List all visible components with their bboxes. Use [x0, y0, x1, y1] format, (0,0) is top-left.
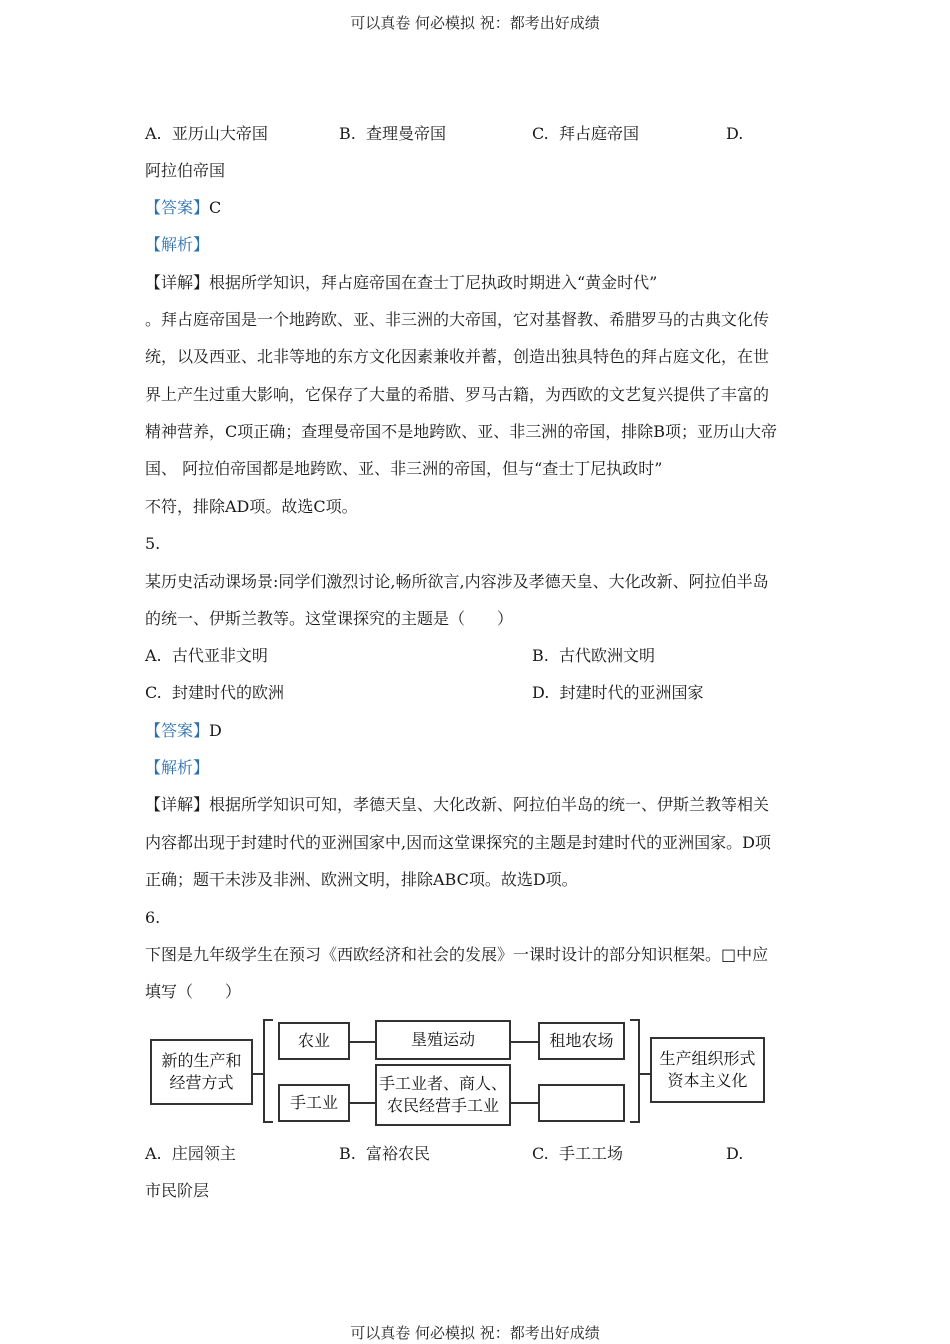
- connector-line: [640, 1073, 650, 1075]
- q4-detail-line: 精神营养，C项正确；查理曼帝国不是地跨欧、亚、非三洲的帝国，排除B项；亚历山大帝: [145, 422, 778, 441]
- blank-answer-box: [538, 1084, 625, 1122]
- q6-option-d: D.: [726, 1144, 744, 1163]
- q6-option-b: B. 富裕农民: [339, 1144, 431, 1163]
- bracket-right-top: [630, 1019, 640, 1021]
- q4-option-c: C. 拜占庭帝国: [532, 124, 639, 143]
- q4-detail-line: 统，以及西亚、北非等地的东方文化因素兼收并蓄，创造出独具特色的拜占庭文化，在世: [145, 347, 770, 366]
- q5-stem-line: 某历史活动课场景:同学们激烈讨论,畅所欲言,内容涉及孝德天皇、大化改新、阿拉伯半岛: [145, 572, 769, 591]
- bracket-left-top: [263, 1019, 273, 1021]
- connector-line: [511, 1041, 538, 1043]
- knowledge-framework-diagram: [148, 1017, 773, 1130]
- q6-option-c: C. 手工工场: [532, 1144, 623, 1163]
- capitalism-box: 生产组织形式 资本主义化: [650, 1037, 765, 1103]
- q5-option-c: C. 封建时代的欧洲: [145, 683, 284, 702]
- q4-option-d: D.: [726, 124, 744, 143]
- q5-detail-line: 内容都出现于封建时代的亚洲国家中,因而这堂课探究的主题是封建时代的亚洲国家。D项: [145, 833, 771, 852]
- q4-detail-line: 【详解】根据所学知识，拜占庭帝国在查士丁尼执政时期进入“黄金时代”: [145, 273, 658, 292]
- q4-detail-line: 国、 阿拉伯帝国都是地跨欧、亚、非三洲的帝国，但与“查士丁尼执政时”: [145, 459, 663, 478]
- q5-answer: 【答案】D: [145, 721, 222, 740]
- q6-option-d-text: 市民阶层: [145, 1181, 210, 1200]
- bracket-left-bottom: [263, 1121, 273, 1123]
- new-production-box: 新的生产和 经营方式: [150, 1039, 253, 1105]
- agriculture-box: 农业: [278, 1022, 350, 1060]
- craftsmen-box: 手工业者、商人、 农民经营手工业: [375, 1064, 511, 1126]
- connector-line: [350, 1041, 375, 1043]
- q4-analysis-tag: 【解析】: [145, 235, 210, 254]
- q5-option-b: B. 古代欧洲文明: [532, 646, 656, 665]
- q4-detail-line: 界上产生过重大影响，它保存了大量的希腊、罗马古籍，为西欧的文艺复兴提供了丰富的: [145, 385, 770, 404]
- connector-line: [350, 1102, 375, 1104]
- q5-detail-line: 【详解】根据所学知识可知，孝德天皇、大化改新、阿拉伯半岛的统一、伊斯兰教等相关: [145, 795, 770, 814]
- q4-detail-line: 不符，排除AD项。故选C项。: [145, 497, 358, 516]
- q6-stem-line: 填写（ ）: [145, 982, 242, 1001]
- q4-option-d-text: 阿拉伯帝国: [145, 161, 226, 180]
- q4-option-b: B. 查理曼帝国: [339, 124, 447, 143]
- q6-number: 6.: [145, 908, 161, 927]
- q4-detail-line: 。拜占庭帝国是一个地跨欧、亚、非三洲的大帝国，它对基督教、希腊罗马的古典文化传: [145, 310, 770, 329]
- bracket-right-bottom: [630, 1121, 640, 1123]
- bracket-left: [263, 1019, 265, 1123]
- q4-option-a: A. 亚历山大帝国: [145, 124, 268, 143]
- connector-line: [253, 1073, 263, 1075]
- q6-option-a: A. 庄园领主: [145, 1144, 236, 1163]
- q5-stem-line: 的统一、伊斯兰教等。这堂课探究的主题是（ ）: [145, 609, 514, 628]
- page-footer: 可以真卷 何必模拟 祝：都考出好成绩: [350, 1324, 600, 1342]
- tenant-farm-box: 租地农场: [538, 1022, 625, 1060]
- q5-number: 5.: [145, 534, 161, 553]
- connector-line: [511, 1102, 538, 1104]
- reclamation-box: 垦殖运动: [375, 1020, 511, 1060]
- bracket-right: [638, 1019, 640, 1123]
- q5-detail-line: 正确；题干未涉及非洲、欧洲文明，排除ABC项。故选D项。: [145, 870, 578, 889]
- page-header: 可以真卷 何必模拟 祝：都考出好成绩: [350, 14, 600, 32]
- q5-option-a: A. 古代亚非文明: [145, 646, 268, 665]
- q6-stem-line: 下图是九年级学生在预习《西欧经济和社会的发展》一课时设计的部分知识框架。□中应: [145, 945, 769, 964]
- q4-answer: 【答案】C: [145, 198, 222, 217]
- handicraft-box: 手工业: [278, 1084, 350, 1122]
- q5-analysis-tag: 【解析】: [145, 758, 210, 777]
- q5-option-d: D. 封建时代的亚洲国家: [532, 683, 704, 702]
